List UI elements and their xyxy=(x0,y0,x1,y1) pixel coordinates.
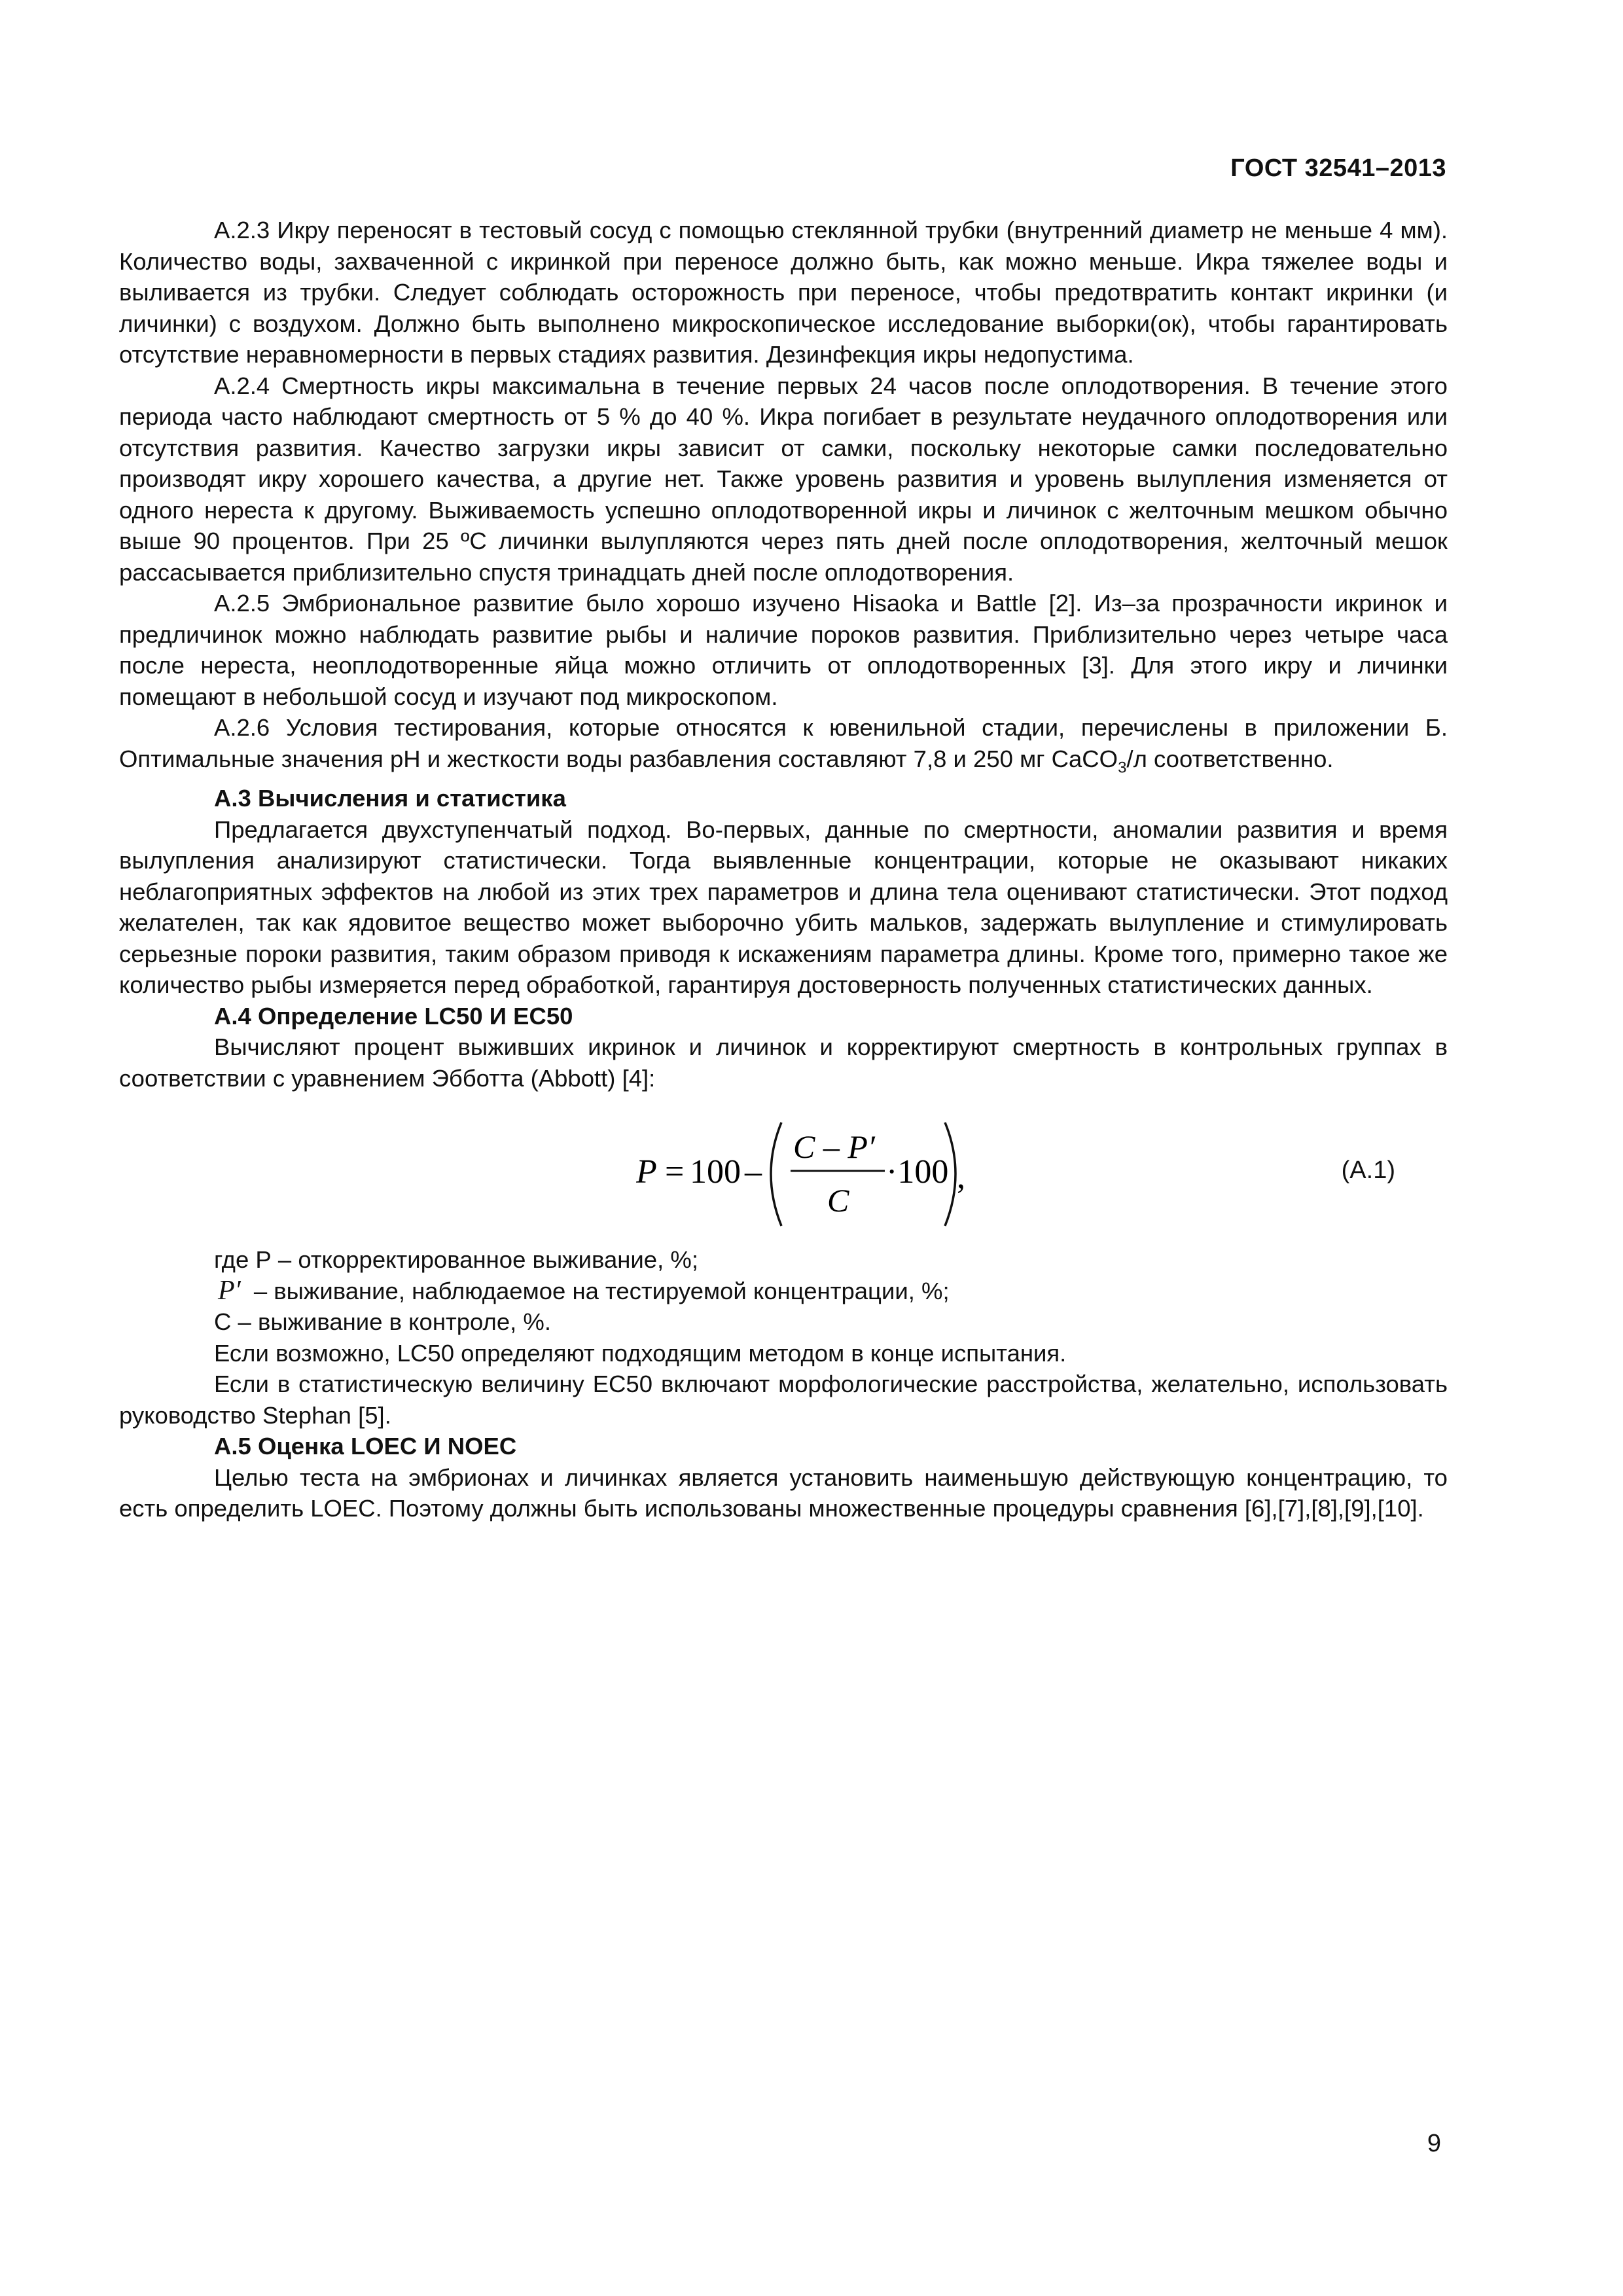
paragraph-a2-4: А.2.4 Смертность икры максимальна в течение первых 24 часов после оплодотворения. В течение этого периода часто наблюдают смертность от 5 % до 40 %. Икра погибает в результате неудачного оплодотворения или отсутствия развития. Качество загрузки икры зависит от самки, поскольку некоторые самки последовательно производят икру хорошего качества, а другие нет. Также уровень развития и уровень вылупления изменяется от одного нереста к другому. Выживаемость успешно оплодотворенной икры и личинок с желточным мешком обычно выше 90 процентов. При 25 ºС личинки вылупляются через пять дней после оплодотворения, желточный мешок рассасывается приблизительно спустя тринадцать дней после оплодотворения. xyxy=(119,372,1448,586)
legend-p-prime-symbol: P′ xyxy=(218,1275,241,1306)
section-heading-a5: А.5 Оценка LOEC И NOEC xyxy=(214,1433,517,1460)
document-code-header: ГОСТ 32541–2013 xyxy=(1230,154,1446,182)
formula-lhs: P xyxy=(636,1153,657,1191)
formula-hundred: 100 xyxy=(690,1153,741,1191)
paragraph-lc50: Если возможно, LC50 определяют подходящим методом в конце испытания. xyxy=(214,1339,1067,1367)
formula-times-hundred: ·100 xyxy=(886,1153,949,1191)
paragraph-a5: Целью теста на эмбрионах и личинках является установить наименьшую действующую концентрацию, то есть определить LOEC. Поэтому должны быть использованы множественные процедуры сравнения [6],[7],[8],[9],[10]. xyxy=(119,1463,1448,1522)
formula-numerator: C – P′ xyxy=(793,1128,875,1166)
formula-legend xyxy=(119,1244,1448,1338)
legend-c: С – выживание в контроле, %. xyxy=(214,1308,551,1336)
abbott-formula xyxy=(636,1113,976,1238)
document-body xyxy=(119,215,1448,1524)
section-heading-a4: А.4 Определение LC50 И ЕС50 xyxy=(214,1002,573,1030)
legend-p-prime-text: – выживание, наблюдаемое на тестируемой концентрации, %; xyxy=(253,1277,950,1304)
paragraph-a2-6 xyxy=(119,712,1448,783)
formula-comma: , xyxy=(957,1158,965,1196)
equation-number: (А.1) xyxy=(1341,1157,1395,1185)
formula-left-paren xyxy=(771,1122,781,1226)
paragraph-a4: Вычисляют процент выживших икринок и личинок и корректируют смертность в контрольных группах в соответствии с уравнением Эбботта (Abbott) [4]: xyxy=(119,1033,1448,1092)
paragraph-ec50: Если в статистическую величину ЕС50 включают морфологические расстройства, желательно, использовать руководство Stephan [5]. xyxy=(119,1371,1448,1429)
section-heading-a3: А.3 Вычисления и статистика xyxy=(214,785,566,812)
page-number: 9 xyxy=(1427,2130,1441,2157)
legend-p: где Р – откорректированное выживание, %; xyxy=(214,1246,698,1274)
formula-denominator: C xyxy=(827,1182,849,1219)
formula-row xyxy=(119,1113,1448,1238)
formula-minus: – xyxy=(745,1153,762,1191)
paragraph-a2-6-subscript: 3 xyxy=(1118,758,1127,776)
legend-p-prime xyxy=(119,1276,1448,1307)
paragraph-a2-6-main: А.2.6 Условия тестирования, которые относятся к ювенильной стадии, перечислены в приложении Б. Оптимальные значения рН и жесткости воды разбавления составляют 7,8 и 250 мг CaCO xyxy=(119,714,1448,772)
paragraph-a2-5: А.2.5 Эмбриональное развитие было хорошо изучено Hisaoka и Battle [2]. Из–за прозрачности икринок и предличинок можно наблюдать развитие рыбы и наличие пороков развития. Приблизительно через четыре часа после нереста, неоплодотворенные яйца можно отличить от оплодотворенных [3]. Для этого икру и личинки помещают в небольшой сосуд и изучают под микроскопом. xyxy=(119,590,1448,710)
paragraph-a2-6-tail: /л соответственно. xyxy=(1126,745,1334,772)
paragraph-a2-3: А.2.3 Икру переносят в тестовый сосуд с помощью стеклянной трубки (внутренний диаметр не меньше 4 мм). Количество воды, захваченной с икринкой при переносе должно быть, как можно меньше. Икра тяжелее воды и выливается из трубки. Следует соблюдать осторожность при переносе, чтобы предотвратить контакт икринки (и личинки) с воздухом. Должно быть выполнено микроскопическое исследование выборки(ок), чтобы гарантировать отсутствие неравномерности в первых стадиях развития. Дезинфекция икры недопустима. xyxy=(119,217,1448,368)
paragraph-a3: Предлагается двухступенчатый подход. Во-первых, данные по смертности, аномалии развития и время вылупления анализируют статистически. Тогда выявленные концентрации, которые не оказывают никаких неблагоприятных эффектов на любой из этих трех параметров и длина тела оценивают статистически. Этот подход желателен, так как ядовитое вещество может выборочно убить мальков, задержать вылупление и стимулировать серьезные пороки развития, таким образом приводя к искажениям параметра длины. Кроме того, примерно такое же количество рыбы измеряется перед обработкой, гарантируя достоверность полученных статистических данных. xyxy=(119,816,1448,999)
formula-equals: = xyxy=(665,1153,685,1191)
